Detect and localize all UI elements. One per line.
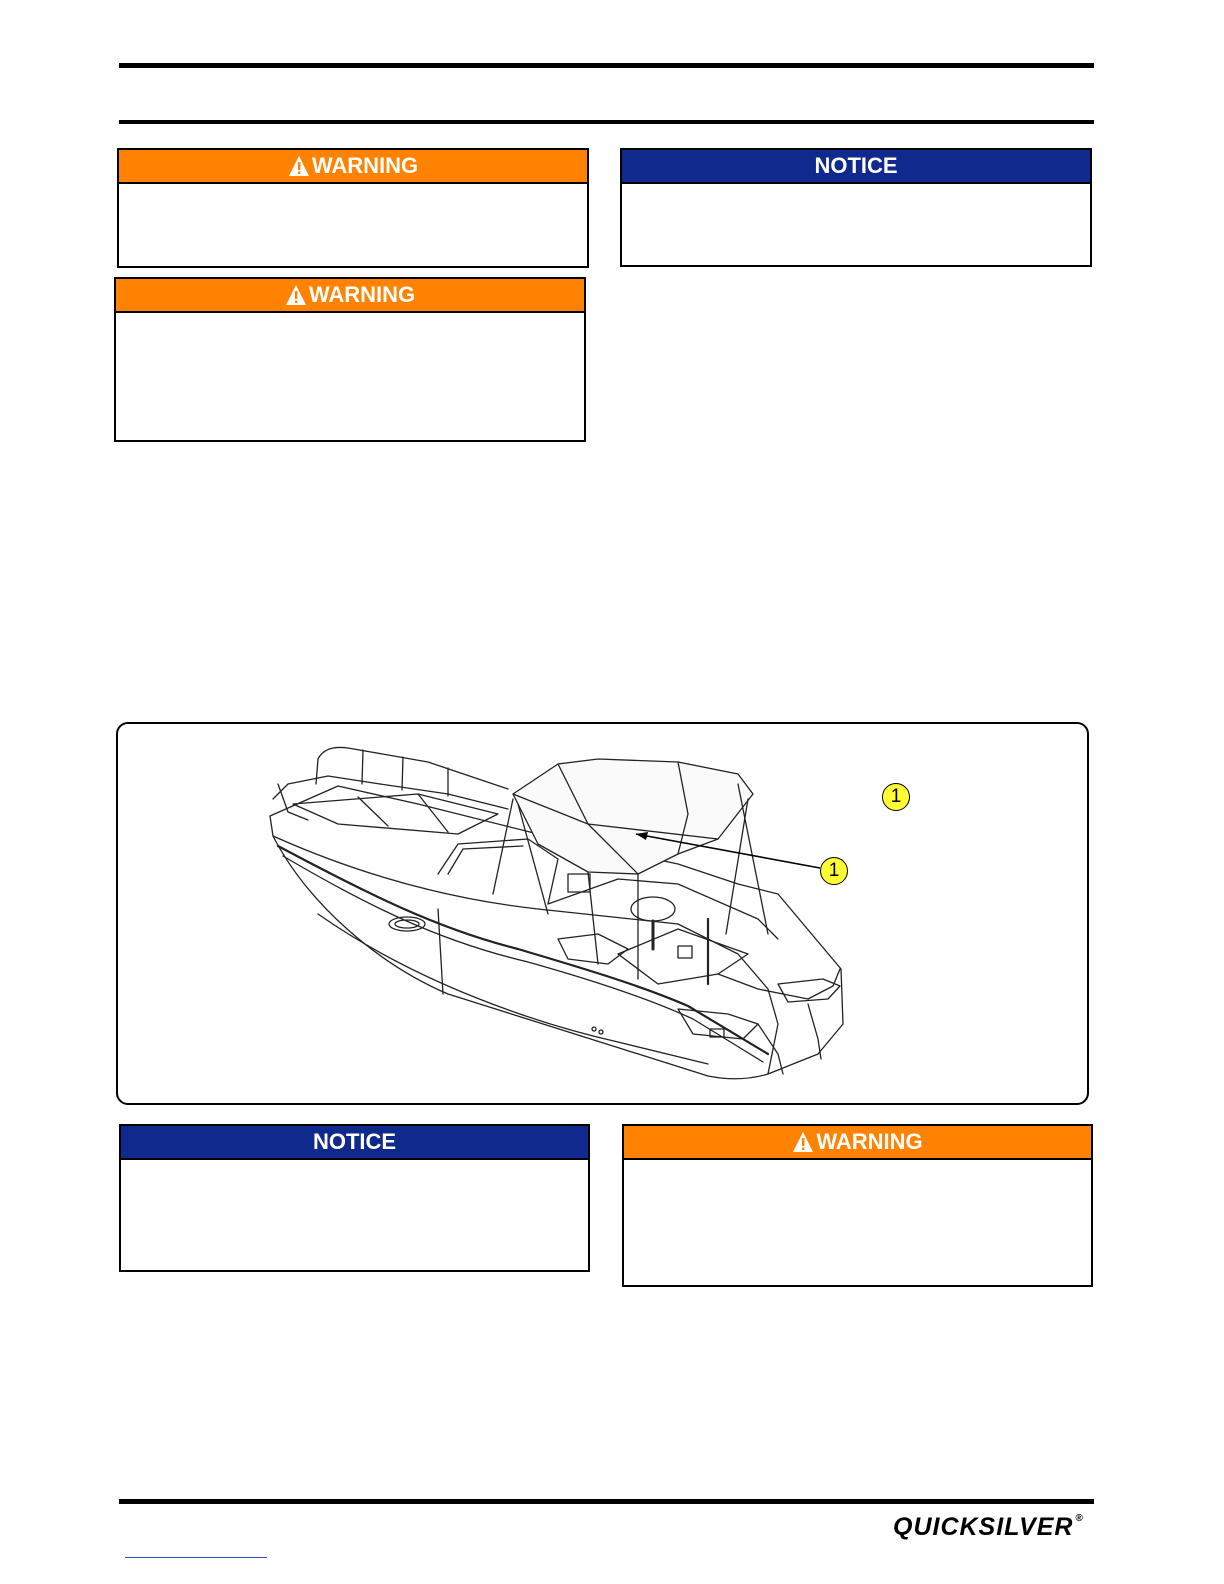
warning-header bbox=[624, 1126, 1091, 1160]
warning-triangle-icon bbox=[288, 155, 310, 177]
warning-heading: WARNING bbox=[311, 153, 419, 178]
registered-mark: ® bbox=[1075, 1513, 1084, 1524]
notice-header bbox=[121, 1126, 588, 1160]
warning-box-bottom-right bbox=[622, 1124, 1093, 1287]
warning-box-mid-left bbox=[114, 277, 586, 442]
warning-triangle-icon bbox=[285, 284, 307, 306]
boat-figure bbox=[116, 722, 1089, 1105]
quicksilver-logo bbox=[893, 1513, 1084, 1542]
header-rule-bottom bbox=[119, 120, 1094, 124]
brand-name: QUICKSILVER bbox=[893, 1513, 1074, 1541]
footer-rule bbox=[119, 1499, 1094, 1504]
notice-header bbox=[622, 150, 1090, 184]
warning-box-top-left bbox=[117, 148, 589, 268]
boat-bimini-illustration bbox=[118, 724, 1087, 1103]
footer-link-underline[interactable] bbox=[125, 1557, 267, 1558]
warning-header bbox=[116, 279, 584, 313]
legend-callout-number: 1 bbox=[882, 783, 910, 811]
notice-box-bottom-left bbox=[119, 1124, 590, 1272]
notice-box-top-right bbox=[620, 148, 1092, 267]
warning-heading: WARNING bbox=[816, 1129, 923, 1154]
notice-heading: NOTICE bbox=[312, 1129, 397, 1154]
figure-callout-number: 1 bbox=[820, 857, 848, 885]
notice-heading: NOTICE bbox=[814, 153, 898, 178]
warning-header bbox=[119, 150, 587, 184]
warning-triangle-icon bbox=[792, 1131, 814, 1153]
warning-heading: WARNING bbox=[308, 282, 416, 307]
header-rule-top bbox=[119, 63, 1094, 68]
